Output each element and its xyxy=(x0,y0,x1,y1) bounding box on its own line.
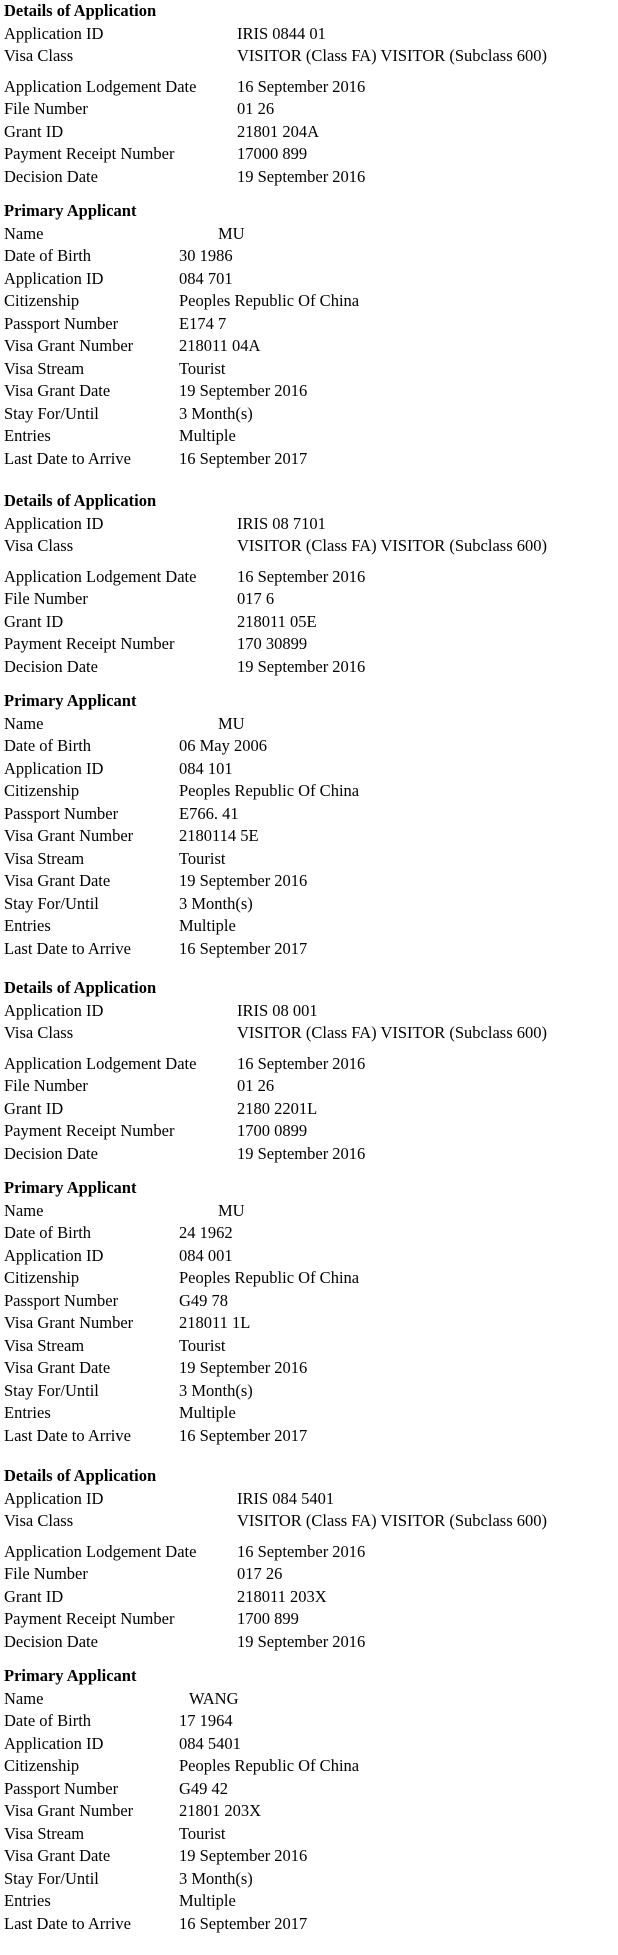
field-value: 16 September 2016 xyxy=(237,76,366,96)
field-label: Name xyxy=(4,713,44,733)
field-value: MU xyxy=(218,713,245,733)
row-last-date xyxy=(4,1425,616,1448)
field-value: 16 September 2016 xyxy=(237,566,366,586)
field-value: VISITOR (Class FA) VISITOR (Subclass 600) xyxy=(237,46,547,65)
row-visa-class xyxy=(4,1022,616,1045)
row-lodgement-date xyxy=(4,1053,616,1076)
row-stay-for xyxy=(4,1380,616,1403)
row-visa-class xyxy=(4,1510,616,1533)
field-value: Multiple xyxy=(179,916,236,935)
field-value: E174 7 xyxy=(179,313,227,333)
field-value: 218011 04A xyxy=(179,336,261,355)
row-decision-date xyxy=(4,166,616,189)
field-label: Citizenship xyxy=(4,1756,80,1775)
field-value: 17 1964 xyxy=(179,1711,233,1730)
field-value: 06 May 2006 xyxy=(179,736,267,755)
field-value: E766. 41 xyxy=(179,803,239,823)
field-value: IRIS 084 5401 xyxy=(237,1488,335,1508)
field-value: 19 September 2016 xyxy=(237,656,366,676)
row-dob xyxy=(4,1710,616,1733)
row-visa-grant-date xyxy=(4,1357,616,1380)
field-value: 19 September 2016 xyxy=(237,166,366,186)
row-application-id xyxy=(4,1733,616,1756)
row-visa-grant-number xyxy=(4,335,616,358)
record-3 xyxy=(4,977,616,1447)
row-name xyxy=(4,1200,616,1223)
field-label: Stay For/Until xyxy=(4,1380,99,1400)
record-4 xyxy=(4,1465,616,1935)
field-label: Application ID xyxy=(4,513,104,533)
row-name xyxy=(4,1688,616,1711)
row-last-date xyxy=(4,938,616,961)
field-label: Application ID xyxy=(4,758,104,778)
field-value: Tourist xyxy=(179,1823,226,1843)
field-label: Grant ID xyxy=(4,121,64,141)
field-value: 16 September 2016 xyxy=(237,1053,366,1073)
row-dob xyxy=(4,1222,616,1245)
field-label: Name xyxy=(4,1200,44,1220)
field-label: Payment Receipt Number xyxy=(4,1121,175,1140)
row-visa-grant-date xyxy=(4,870,616,893)
field-value: 21801 204A xyxy=(237,121,320,141)
field-value: 3 Month(s) xyxy=(179,403,253,423)
field-value: 3 Month(s) xyxy=(179,1380,253,1400)
row-payment-receipt xyxy=(4,1608,616,1631)
row-file-number xyxy=(4,1075,616,1098)
row-entries xyxy=(4,915,616,938)
field-label: Application ID xyxy=(4,1488,104,1508)
field-value: 01 26 xyxy=(237,1076,275,1095)
field-value: Tourist xyxy=(179,848,226,868)
field-value: 084 101 xyxy=(179,758,233,778)
row-last-date xyxy=(4,1913,616,1936)
field-value: 3 Month(s) xyxy=(179,893,253,913)
row-passport xyxy=(4,1778,616,1801)
section-heading: Primary Applicant xyxy=(4,691,137,710)
field-label: Visa Class xyxy=(4,1023,74,1042)
row-payment-receipt xyxy=(4,633,616,656)
row-visa-stream xyxy=(4,848,616,871)
row-citizenship xyxy=(4,780,616,803)
field-value: Peoples Republic Of China xyxy=(179,781,360,800)
field-label: Entries xyxy=(4,1891,51,1910)
row-decision-date xyxy=(4,1631,616,1654)
row-stay-for xyxy=(4,893,616,916)
row-visa-grant-number xyxy=(4,1800,616,1823)
field-value: G49 78 xyxy=(179,1290,229,1310)
row-stay-for xyxy=(4,403,616,426)
field-value: 19 September 2016 xyxy=(237,1143,366,1163)
field-value: 30 1986 xyxy=(179,246,233,265)
field-label: Application ID xyxy=(4,268,104,288)
field-value: 21801 203X xyxy=(179,1801,262,1820)
field-label: Date of Birth xyxy=(4,246,92,265)
section-heading: Details of Application xyxy=(4,1,157,20)
field-value: Tourist xyxy=(179,358,226,378)
field-label: Decision Date xyxy=(4,166,98,186)
field-label: Date of Birth xyxy=(4,1711,92,1730)
field-label: Passport Number xyxy=(4,1778,119,1798)
field-value: 16 September 2017 xyxy=(179,938,308,958)
field-label: Visa Class xyxy=(4,536,74,555)
field-label: Citizenship xyxy=(4,291,80,310)
field-value: Peoples Republic Of China xyxy=(179,291,360,310)
row-visa-stream xyxy=(4,358,616,381)
field-label: Name xyxy=(4,223,44,243)
row-visa-grant-date xyxy=(4,380,616,403)
field-value: Peoples Republic Of China xyxy=(179,1756,360,1775)
field-value: 16 September 2017 xyxy=(179,1425,308,1445)
row-payment-receipt xyxy=(4,143,616,166)
field-value: 084 701 xyxy=(179,268,233,288)
field-label: Visa Grant Date xyxy=(4,1846,111,1865)
field-label: Last Date to Arrive xyxy=(4,938,131,958)
field-label: Stay For/Until xyxy=(4,1868,99,1888)
field-label: Grant ID xyxy=(4,611,64,631)
details-of-application xyxy=(4,1465,616,1653)
field-label: Last Date to Arrive xyxy=(4,448,131,468)
row-name xyxy=(4,713,616,736)
field-label: Decision Date xyxy=(4,1143,98,1163)
row-file-number xyxy=(4,588,616,611)
record-2 xyxy=(4,490,616,960)
row-entries xyxy=(4,425,616,448)
field-value: 19 September 2016 xyxy=(179,381,308,400)
field-label: Grant ID xyxy=(4,1586,64,1606)
row-application-id xyxy=(4,1000,616,1023)
section-heading: Details of Application xyxy=(4,491,157,510)
field-label: Application ID xyxy=(4,1000,104,1020)
field-value: Multiple xyxy=(179,426,236,445)
row-application-id xyxy=(4,1488,616,1511)
field-value: VISITOR (Class FA) VISITOR (Subclass 600) xyxy=(237,536,547,555)
row-grant-id xyxy=(4,121,616,144)
field-label: Visa Grant Date xyxy=(4,1358,111,1377)
field-label: Passport Number xyxy=(4,1290,119,1310)
field-label: Entries xyxy=(4,1403,51,1422)
field-value: MU xyxy=(218,1200,245,1220)
row-grant-id xyxy=(4,611,616,634)
field-value: G49 42 xyxy=(179,1778,229,1798)
field-label: Application Lodgement Date xyxy=(4,1541,197,1561)
field-value: 2180114 5E xyxy=(179,826,259,845)
field-value: 1700 899 xyxy=(237,1609,299,1628)
field-value: 218011 05E xyxy=(237,611,317,631)
field-value: 1700 0899 xyxy=(237,1121,308,1140)
field-label: Visa Grant Date xyxy=(4,871,111,890)
field-value: Multiple xyxy=(179,1891,236,1910)
section-heading: Details of Application xyxy=(4,978,157,997)
field-value: 24 1962 xyxy=(179,1223,233,1242)
field-label: Entries xyxy=(4,426,51,445)
row-passport xyxy=(4,803,616,826)
field-value: 084 001 xyxy=(179,1245,233,1265)
field-value: 218011 1L xyxy=(179,1313,251,1332)
field-label: Last Date to Arrive xyxy=(4,1425,131,1445)
field-label: Visa Grant Number xyxy=(4,1801,134,1820)
row-citizenship xyxy=(4,1267,616,1290)
section-heading: Details of Application xyxy=(4,1466,157,1485)
field-label: File Number xyxy=(4,589,88,608)
row-name xyxy=(4,223,616,246)
field-label: Passport Number xyxy=(4,803,119,823)
field-value: 19 September 2016 xyxy=(179,871,308,890)
field-value: 19 September 2016 xyxy=(237,1631,366,1651)
row-file-number xyxy=(4,1563,616,1586)
row-grant-id xyxy=(4,1586,616,1609)
section-heading: Primary Applicant xyxy=(4,201,137,220)
section-heading: Primary Applicant xyxy=(4,1666,137,1685)
field-label: Payment Receipt Number xyxy=(4,634,175,653)
row-application-id xyxy=(4,513,616,536)
row-lodgement-date xyxy=(4,1541,616,1564)
field-label: Application Lodgement Date xyxy=(4,1053,197,1073)
primary-applicant xyxy=(4,690,616,960)
row-stay-for xyxy=(4,1868,616,1891)
row-visa-stream xyxy=(4,1823,616,1846)
field-value: 170 30899 xyxy=(237,634,308,653)
field-label: Visa Grant Number xyxy=(4,826,134,845)
field-label: Application ID xyxy=(4,1245,104,1265)
field-label: Citizenship xyxy=(4,781,80,800)
row-entries xyxy=(4,1402,616,1425)
field-value: 17000 899 xyxy=(237,144,308,163)
details-of-application xyxy=(4,977,616,1165)
row-lodgement-date xyxy=(4,566,616,589)
field-value: 19 September 2016 xyxy=(179,1358,308,1377)
row-visa-class xyxy=(4,45,616,68)
field-label: Visa Grant Number xyxy=(4,336,134,355)
field-value: VISITOR (Class FA) VISITOR (Subclass 600) xyxy=(237,1511,547,1530)
field-label: Application Lodgement Date xyxy=(4,76,197,96)
field-label: Passport Number xyxy=(4,313,119,333)
field-value: 218011 203X xyxy=(237,1586,327,1606)
section-heading: Primary Applicant xyxy=(4,1178,137,1197)
primary-applicant xyxy=(4,1177,616,1447)
field-label: Visa Stream xyxy=(4,1335,85,1355)
row-application-id xyxy=(4,1245,616,1268)
row-visa-class xyxy=(4,535,616,558)
field-label: Decision Date xyxy=(4,656,98,676)
primary-applicant xyxy=(4,200,616,470)
row-citizenship xyxy=(4,1755,616,1778)
field-value: 01 26 xyxy=(237,99,275,118)
row-application-id xyxy=(4,23,616,46)
field-label: Visa Stream xyxy=(4,848,85,868)
field-value: 017 26 xyxy=(237,1564,283,1583)
row-decision-date xyxy=(4,1143,616,1166)
row-passport xyxy=(4,1290,616,1313)
row-lodgement-date xyxy=(4,76,616,99)
field-label: File Number xyxy=(4,1076,88,1095)
row-dob xyxy=(4,245,616,268)
field-value: IRIS 0844 01 xyxy=(237,23,326,43)
row-passport xyxy=(4,313,616,336)
field-value: 16 September 2017 xyxy=(179,1913,308,1933)
row-grant-id xyxy=(4,1098,616,1121)
field-label: File Number xyxy=(4,1564,88,1583)
field-label: Visa Class xyxy=(4,46,74,65)
field-label: Application ID xyxy=(4,1733,104,1753)
field-label: Stay For/Until xyxy=(4,403,99,423)
field-value: 3 Month(s) xyxy=(179,1868,253,1888)
details-of-application xyxy=(4,490,616,678)
field-label: Visa Grant Date xyxy=(4,381,111,400)
row-last-date xyxy=(4,448,616,471)
field-value: Multiple xyxy=(179,1403,236,1422)
field-value: IRIS 08 7101 xyxy=(237,513,326,533)
field-label: Application ID xyxy=(4,23,104,43)
row-visa-grant-number xyxy=(4,825,616,848)
field-value: 017 6 xyxy=(237,589,275,608)
field-value: 16 September 2017 xyxy=(179,448,308,468)
field-label: Entries xyxy=(4,916,51,935)
row-entries xyxy=(4,1890,616,1913)
row-decision-date xyxy=(4,656,616,679)
field-label: Payment Receipt Number xyxy=(4,1609,175,1628)
details-of-application xyxy=(4,0,616,188)
field-label: Citizenship xyxy=(4,1268,80,1287)
field-value: Tourist xyxy=(179,1335,226,1355)
field-value: 19 September 2016 xyxy=(179,1846,308,1865)
primary-applicant xyxy=(4,1665,616,1935)
row-visa-grant-date xyxy=(4,1845,616,1868)
field-label: Date of Birth xyxy=(4,736,92,755)
field-label: Stay For/Until xyxy=(4,893,99,913)
field-label: Visa Grant Number xyxy=(4,1313,134,1332)
field-label: Visa Class xyxy=(4,1511,74,1530)
row-citizenship xyxy=(4,290,616,313)
field-label: File Number xyxy=(4,99,88,118)
row-dob xyxy=(4,735,616,758)
field-value: 16 September 2016 xyxy=(237,1541,366,1561)
row-application-id xyxy=(4,758,616,781)
field-label: Visa Stream xyxy=(4,1823,85,1843)
row-payment-receipt xyxy=(4,1120,616,1143)
field-label: Payment Receipt Number xyxy=(4,144,175,163)
field-label: Name xyxy=(4,1688,44,1708)
field-label: Visa Stream xyxy=(4,358,85,378)
field-value: Peoples Republic Of China xyxy=(179,1268,360,1287)
field-label: Application Lodgement Date xyxy=(4,566,197,586)
field-value: WANG xyxy=(189,1688,239,1708)
field-value: 2180 2201L xyxy=(237,1098,318,1118)
row-application-id xyxy=(4,268,616,291)
field-label: Last Date to Arrive xyxy=(4,1913,131,1933)
field-value: MU xyxy=(218,223,245,243)
row-file-number xyxy=(4,98,616,121)
field-value: 084 5401 xyxy=(179,1733,241,1753)
row-visa-stream xyxy=(4,1335,616,1358)
field-label: Grant ID xyxy=(4,1098,64,1118)
row-visa-grant-number xyxy=(4,1312,616,1335)
field-label: Decision Date xyxy=(4,1631,98,1651)
field-label: Date of Birth xyxy=(4,1223,92,1242)
field-value: IRIS 08 001 xyxy=(237,1000,318,1020)
field-value: VISITOR (Class FA) VISITOR (Subclass 600) xyxy=(237,1023,547,1042)
record-1 xyxy=(4,0,616,470)
